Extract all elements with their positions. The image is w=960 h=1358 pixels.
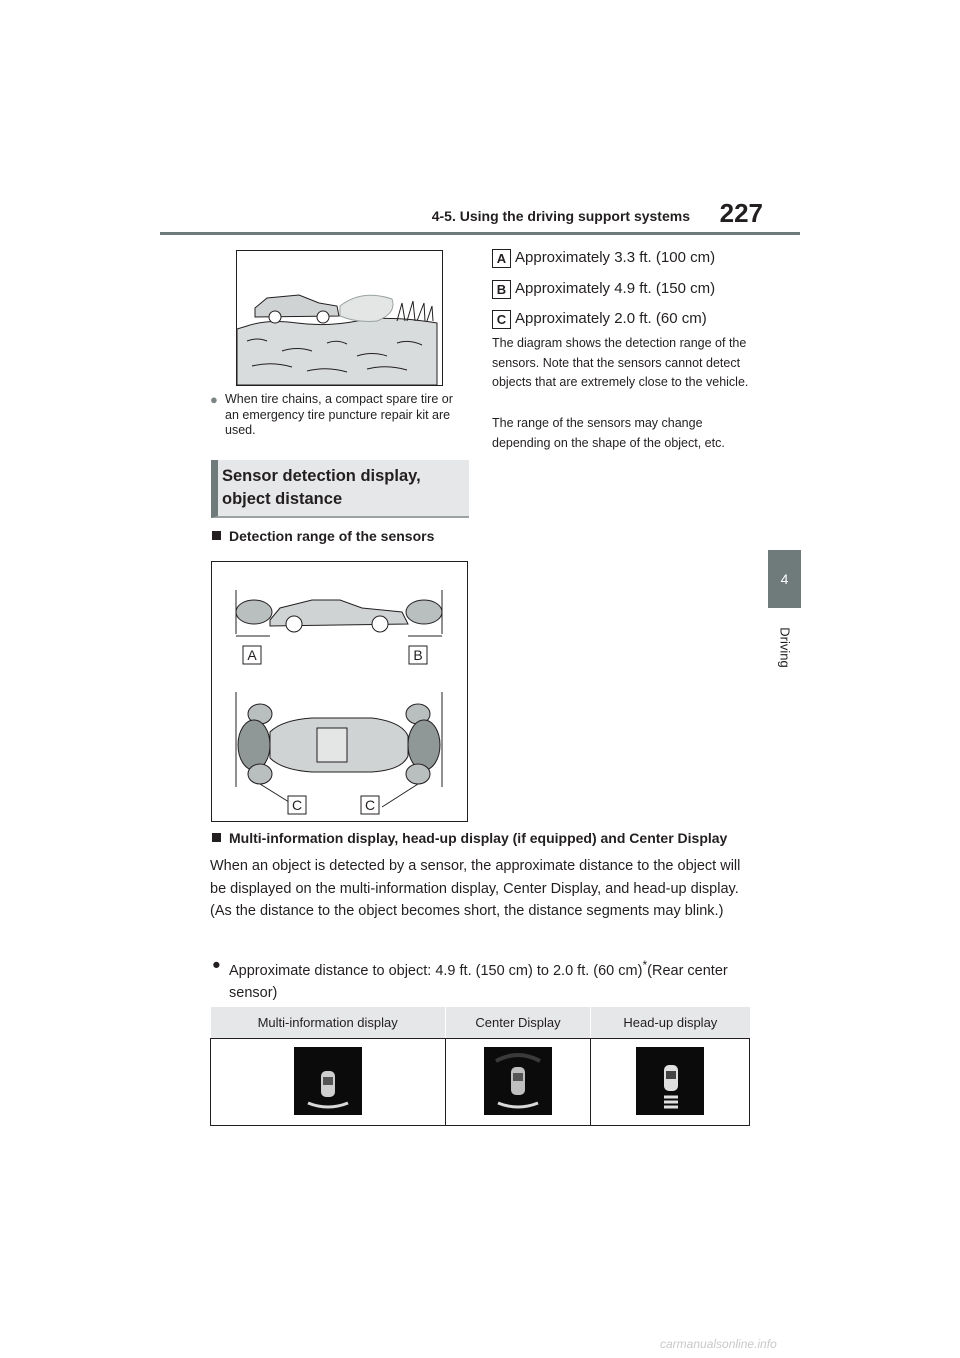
mid-car-icon [294,1047,362,1115]
mid-screenshot [294,1047,362,1115]
chapter-tab [768,550,801,608]
watermark: carmanualsonline.info [660,1337,777,1351]
square-bullet-icon [212,833,221,842]
legend-text-c: Approximately 2.0 ft. (60 cm) [515,310,707,327]
center-display-screenshot-cell [445,1039,590,1126]
footnote-marker: * [642,958,648,972]
detection-range-diagram [211,561,468,822]
diagram-label-b: B [413,647,423,663]
chapter-label: Driving [777,627,793,668]
note-bullet-icon: ● [210,392,218,407]
subsection-displays [212,830,772,846]
hud-car-icon [636,1047,704,1115]
diagram-label-a: A [247,647,257,663]
rough-road-illustration [236,250,443,386]
table-header-center-display: Center Display [445,1007,590,1039]
mid-screenshot-cell [211,1039,446,1126]
subsection-displays-title: Multi-information display, head-up display (if equipped) and Center Display [229,830,728,846]
subsection-detection-range [212,528,434,544]
bullet-item [229,954,749,1005]
header-rule [160,232,800,235]
car-grass-svg [237,251,442,385]
legend-text-a: Approximately 3.3 ft. (100 cm) [515,249,716,266]
legend-paragraph-1: The diagram shows the detection range of the sensors. Note that the sensors cannot detect objects that are extremely close to the vehicle. [492,336,749,389]
table-header-hud: Head-up display [591,1007,750,1039]
legend-letter-c: C [492,310,511,329]
bullet-icon: ● [212,957,221,973]
legend-letter-a: A [492,249,511,268]
page-number: 227 [719,198,763,228]
hud-screenshot-cell [591,1039,750,1126]
chapter-number: 4 [780,571,789,587]
subsection-detection-range-title: Detection range of the sensors [229,528,435,544]
section-heading: Sensor detection display, object distance [222,467,421,508]
center-display-car-icon [484,1047,552,1115]
table-header-row [211,1007,750,1039]
bullet-text: Approximate distance to object: 4.9 ft. (150 cm) to 2.0 ft. (60 cm) [229,962,643,979]
table-row [211,1039,750,1126]
note-text: When tire chains, a compact spare tire or an emergency tire puncture repair kit are used. [225,392,453,437]
diagram-label-c2: C [364,797,376,813]
section-header: 4-5. Using the driving support systems [431,208,690,224]
detection-range-svg [212,562,467,821]
legend-letter-b: B [492,280,511,299]
hud-screenshot [636,1047,704,1115]
bullet-suffix: (Rear center sensor) [229,962,728,1002]
square-bullet-icon [212,531,221,540]
center-display-screenshot [484,1047,552,1115]
legend-paragraph-2: The range of the sensors may change depending on the shape of the object, etc. [492,416,725,450]
display-table [210,1007,750,1126]
legend-text-b: Approximately 4.9 ft. (150 cm) [515,280,716,297]
body-paragraph: When an object is detected by a sensor, the approximate distance to the object will be displayed on the multi-information display, Center Display, and head-up display. (As the distance to the object becomes short, the distance segments may blink.) [210,858,741,919]
table-header-mid: Multi-information display [211,1007,446,1039]
diagram-label-c1: C [291,797,303,813]
